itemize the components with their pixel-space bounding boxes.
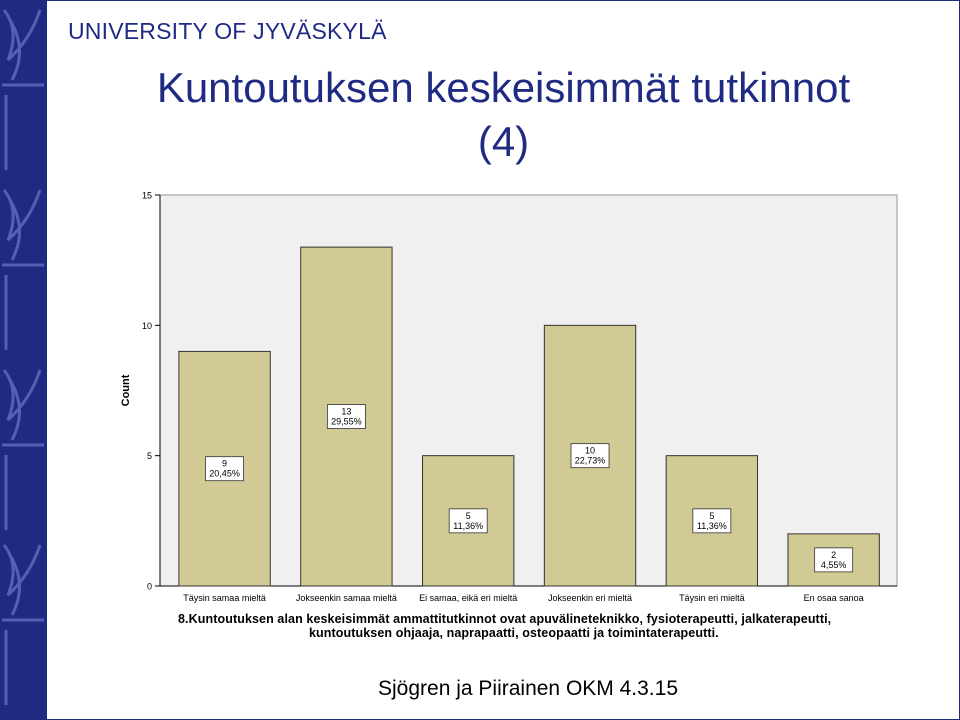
data-label-percent: 11,36% (696, 520, 727, 531)
x-tick-label: Jokseenkin samaa mieltä (295, 593, 397, 603)
data-label-percent: 22,73% (574, 455, 606, 466)
data-label-percent: 29,55% (331, 416, 362, 427)
x-tick-label: Täysin eri mieltä (679, 593, 745, 603)
y-tick-label: 15 (141, 190, 152, 201)
data-label-percent: 11,36% (453, 520, 484, 531)
data-label-percent: 4,55% (820, 559, 847, 570)
chart-caption (178, 612, 831, 640)
page-title: Kuntoutuksen keskeisimmät tutkinnot (156, 64, 851, 111)
data-label-count: 13 (341, 406, 352, 417)
data-label-count: 9 (222, 458, 228, 469)
y-tick-label: 0 (146, 581, 152, 592)
caption-line-2: kuntoutuksen ohjaaja, naprapaatti, osteopaatti ja toimintaterapeutti. (309, 626, 719, 640)
x-tick-label: Täysin samaa mieltä (183, 593, 266, 603)
page-title-number: (4) (477, 118, 530, 165)
footer-credit: Sjögren ja Piirainen OKM 4.3.15 (378, 677, 678, 700)
top-border (47, 0, 960, 1)
x-tick-label: En osaa sanoa (803, 593, 864, 603)
data-label-count: 10 (585, 445, 596, 456)
university-name: UNIVERSITY OF JYVÄSKYLÄ (68, 18, 387, 44)
x-tick-label: Jokseenkin eri mieltä (547, 593, 633, 603)
data-label-count: 5 (465, 510, 471, 521)
y-axis-label: Count (120, 374, 132, 407)
x-tick-label: Ei samaa, eikä eri mieltä (419, 593, 518, 603)
data-label-count: 2 (831, 549, 837, 560)
caption-line-1: 8.Kuntoutuksen alan keskeisimmät ammattitutkinnot ovat apuvälineteknikko, fysioterapeutti, jalkaterapeutti, (178, 612, 832, 626)
y-tick-label: 5 (146, 451, 152, 462)
y-tick-label: 10 (141, 320, 152, 331)
data-label-count: 5 (709, 510, 715, 521)
data-label-percent: 20,45% (209, 468, 240, 479)
bar-chart (100, 190, 920, 650)
